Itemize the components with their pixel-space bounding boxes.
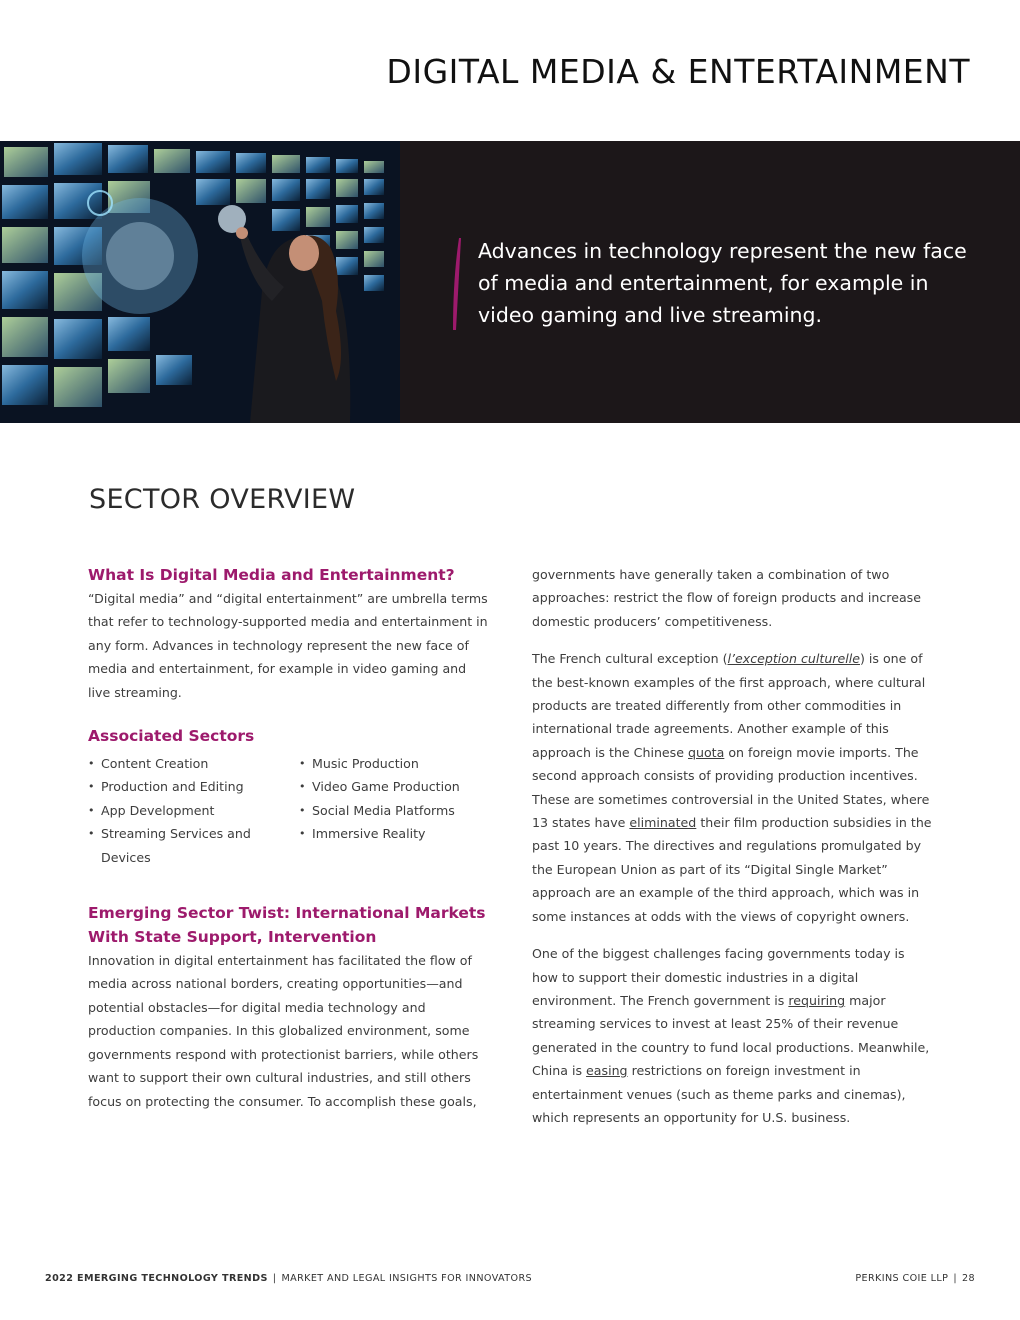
sector-twist-body: Innovation in digital entertainment has facilitated the flow of media across national borders, creating opportunities—and potential obstacles—for digital media technology and production companies. In this globalized environment, some governments respond with protectionist barriers, while others want to support their own cultural industries, and still others focus on protecting the consumer. To accomplish these goals, [88, 953, 479, 1109]
left-column [88, 563, 488, 1113]
footer-separator: | [953, 1273, 957, 1284]
text-segment: One of the biggest challenges facing governments today is how to support their domestic industries in a digital environment. The French government is [532, 946, 905, 1008]
footer-separator: | [272, 1273, 277, 1284]
sector-list-left [88, 752, 299, 869]
associated-sectors-heading: Associated Sectors [88, 727, 255, 746]
paragraph-cultural-exception [532, 647, 932, 928]
page-footer [45, 1273, 975, 1284]
associated-sectors-list [88, 752, 488, 869]
text-segment: ) is one of the best-known examples of the first approach, where cultural products are treated differently from other commodities in international trade agreements. Another example of this approach is the Chinese [532, 651, 926, 760]
list-item: • Production and Editing [88, 775, 299, 798]
list-item: • Content Creation [88, 752, 299, 775]
text-segment: restrictions on foreign investment in entertainment venues (such as theme parks and cinemas), which represents an opportunity for U.S. business. [532, 1063, 906, 1125]
paragraph-approaches: governments have generally taken a combination of two approaches: restrict the flow of foreign products and increase domestic producers’ competitiveness. [532, 567, 921, 629]
sector-twist-heading: Emerging Sector Twist: International Markets With State Support, Intervention [88, 904, 486, 947]
text-segment: major streaming services to invest at least 25% of their revenue generated in the country to fund local productions. Meanwhile, China is [532, 992, 930, 1079]
link-exception-culturelle[interactable]: l’exception culturelle [727, 651, 860, 667]
text-segment: The French cultural exception ( [532, 651, 728, 667]
paragraph-challenges [532, 942, 932, 1129]
sector-list-right [299, 752, 460, 869]
right-column [532, 563, 932, 1129]
link-requiring[interactable]: requiring [788, 992, 846, 1008]
page-title: DIGITAL MEDIA & ENTERTAINMENT [386, 52, 970, 91]
hero-image [0, 141, 400, 423]
section-title: SECTOR OVERVIEW [89, 484, 356, 515]
list-item: • App Development [88, 799, 299, 822]
footer-report-subtitle: MARKET AND LEGAL INSIGHTS FOR INNOVATORS [281, 1273, 533, 1284]
pull-quote: Advances in technology represent the new face of media and entertainment, for example in video gaming and live streaming. [478, 239, 967, 327]
list-item: • Music Production [299, 752, 460, 775]
media-wall-illustration [0, 141, 400, 423]
list-item: • Social Media Platforms [299, 799, 460, 822]
list-item: • Streaming Services and Devices [88, 822, 251, 869]
hero-quote-panel [400, 141, 1020, 423]
what-is-body: “Digital media” and “digital entertainment” are umbrella terms that refer to technology-supported media and entertainment in any form. Advances in technology represent the new face of media and entertainment, for example in video gaming and live streaming. [88, 591, 488, 700]
text-segment: their film production subsidies in the past 10 years. The directives and regulations promulgated by the European Union as part of its “Digital Single Market” approach are an example of the third approach, which was in some instances at odds with the views of copyright owners. [532, 815, 932, 924]
link-easing[interactable]: easing [586, 1063, 628, 1079]
link-quota[interactable]: quota [688, 744, 725, 760]
footer-firm-name: PERKINS COIE LLP [855, 1273, 949, 1284]
link-eliminated[interactable]: eliminated [629, 815, 697, 831]
text-segment: on foreign movie imports. The second approach consists of providing production incentives. These are sometimes controversial in the United States, where 13 states have [532, 744, 930, 831]
quote-accent-bar [452, 238, 462, 330]
what-is-heading: What Is Digital Media and Entertainment? [88, 566, 455, 584]
hero-banner [0, 141, 1020, 423]
page-number: 28 [961, 1273, 975, 1284]
list-item: • Video Game Production [299, 775, 460, 798]
list-item: • Immersive Reality [299, 822, 460, 845]
footer-report-title: 2022 EMERGING TECHNOLOGY TRENDS [45, 1273, 268, 1284]
footer-left [45, 1273, 532, 1284]
footer-right [855, 1273, 975, 1284]
